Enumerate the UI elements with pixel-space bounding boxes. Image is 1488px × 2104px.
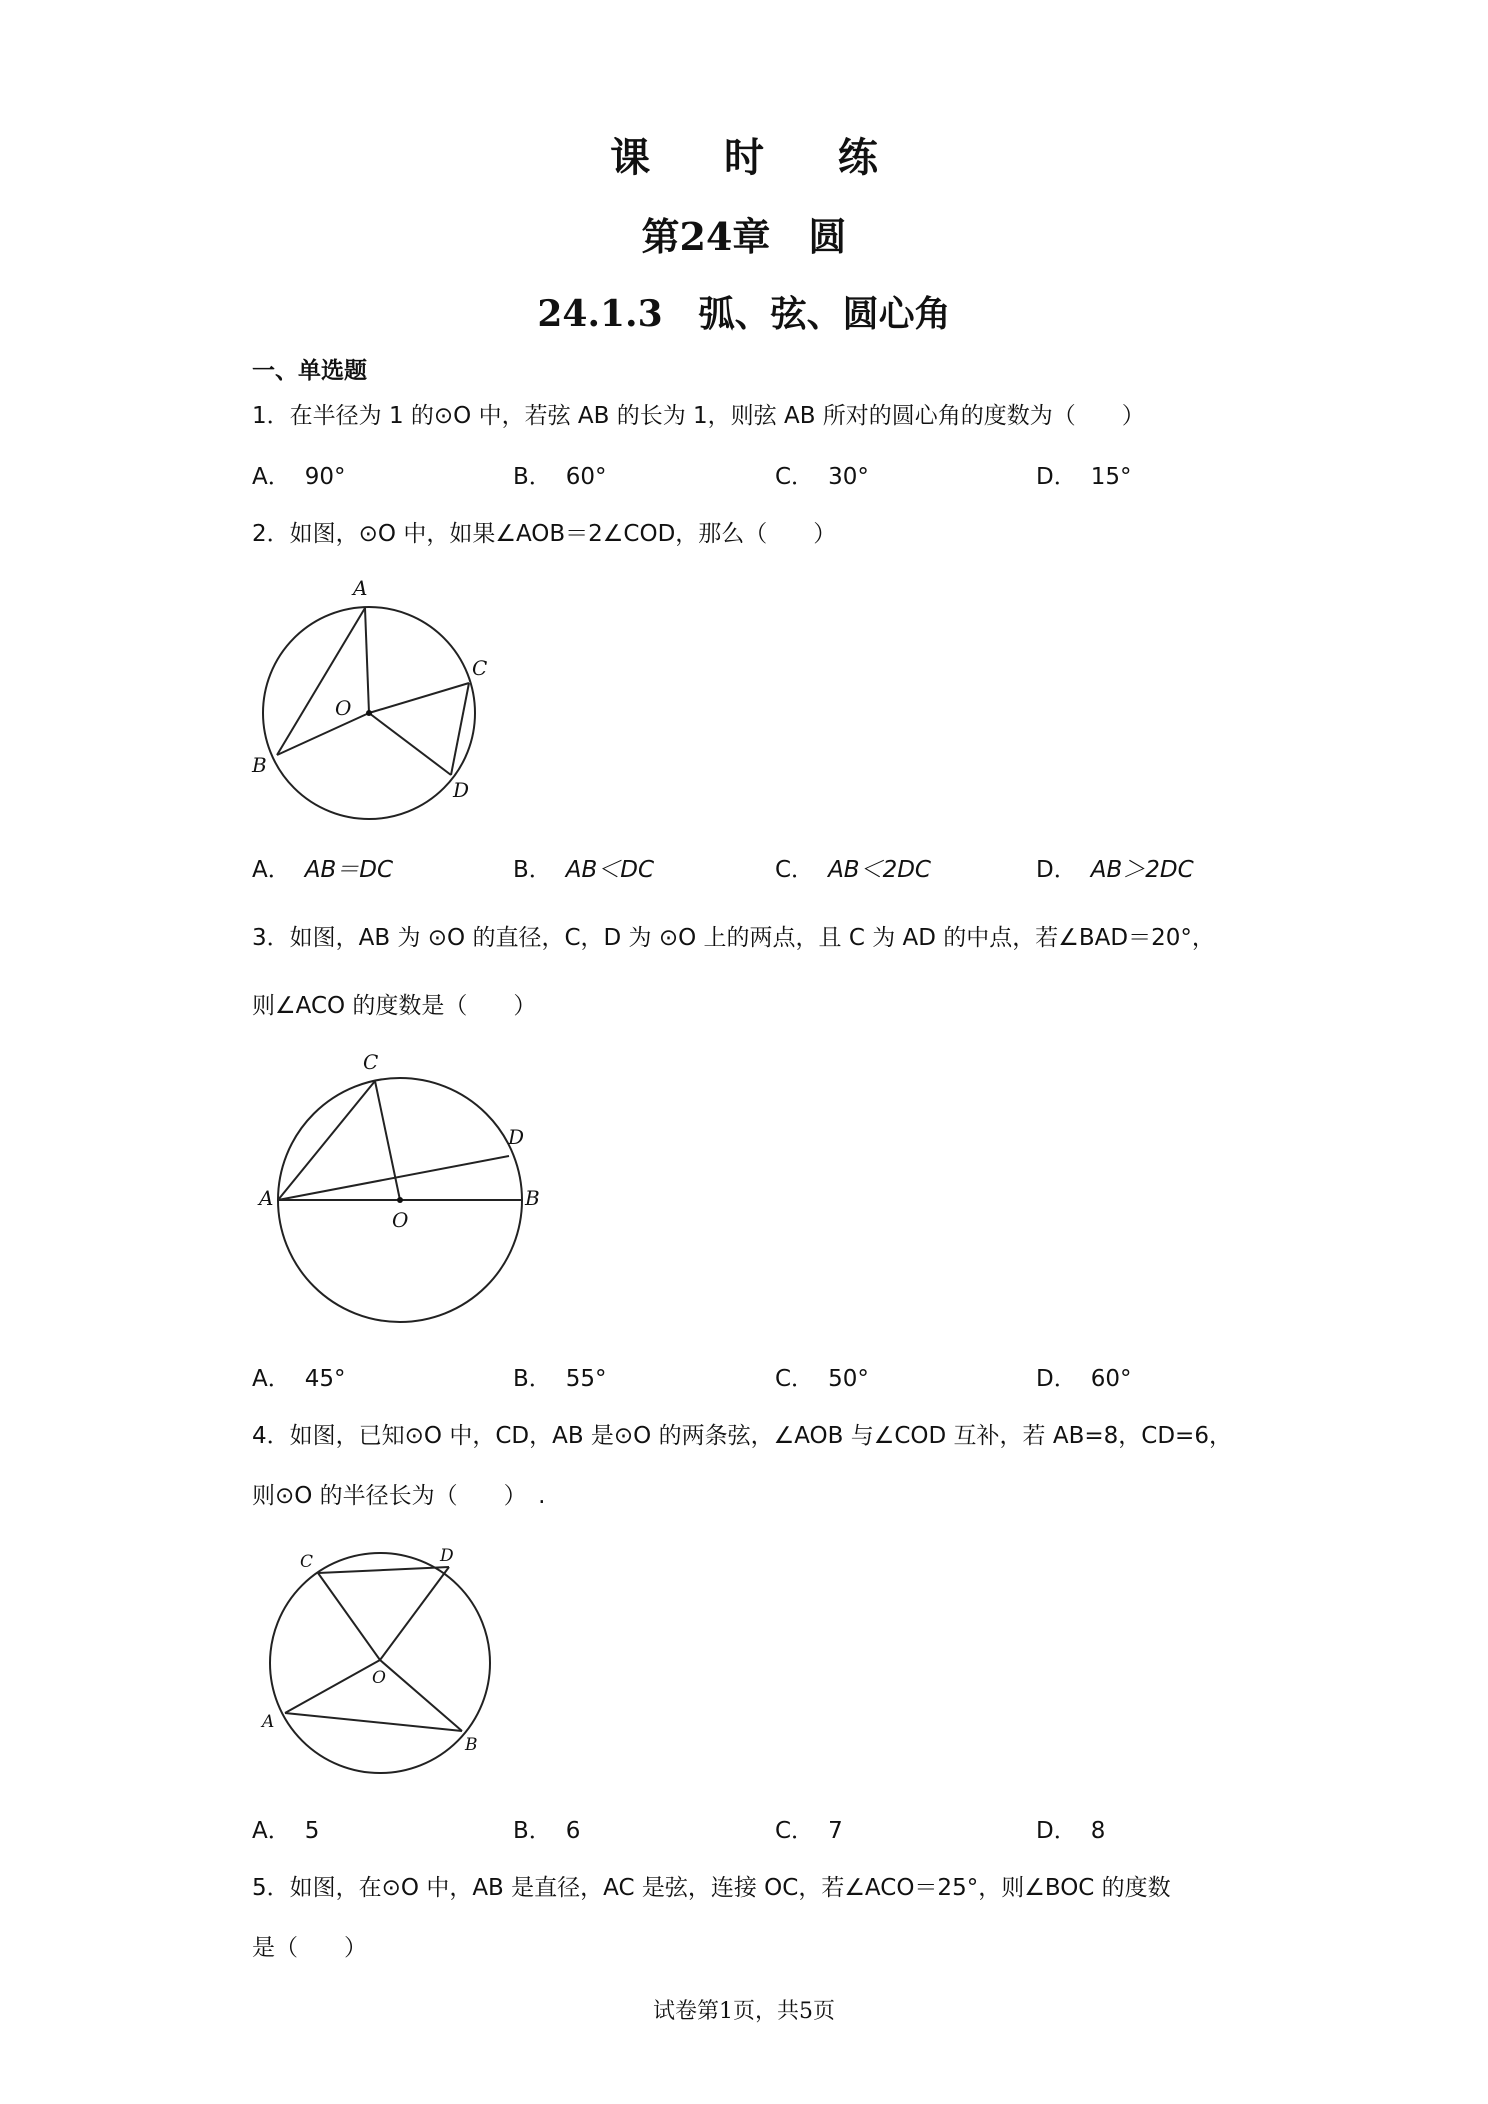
option-d [1036,458,1132,491]
radius-oa [365,608,369,713]
label-b: B [252,753,267,777]
option-b [513,1360,607,1393]
option-value: 60° [1090,1366,1132,1392]
chord-ab [285,1713,462,1731]
radius-oa [285,1660,380,1713]
question-2-text: 2．如图，⊙O 中，如果∠AOB＝2∠COD，那么（ ） [252,521,837,547]
question-1-text: 1．在半径为 1 的⊙O 中，若弦 AB 的长为 1，则弦 AB 所对的圆心角的度数为（ ） [252,403,1145,429]
question-4-line-2: 则⊙O 的半径长为（ ） . [252,1483,546,1509]
label-a: A [262,1712,275,1732]
circle [270,1553,490,1773]
option-value: 7 [828,1818,843,1844]
option-value: 5 [304,1818,320,1844]
option-d [1036,851,1194,884]
option-a [252,458,346,491]
radius-oc [318,1573,380,1660]
chord-cd [318,1567,449,1573]
option-value: 6 [565,1818,581,1844]
page-title: 课 时 练 [610,134,908,181]
question-2-figure [250,575,500,825]
question-4-figure [255,1545,515,1785]
radius-oc [375,1081,400,1200]
option-value: 8 [1090,1818,1106,1844]
question-4-line-1: 4．如图，已知⊙O 中，CD，AB 是⊙O 的两条弦，∠AOB 与∠COD 互补，若 AB=8，CD=6， [252,1423,1232,1449]
radius-od [369,713,451,775]
option-value: 15° [1090,464,1132,490]
option-letter: C． [775,1366,815,1392]
section-title: 24.1.3 弧、弦、圆心角 [537,293,951,335]
option-value: AB＝DC [304,857,394,883]
question-3-figure [255,1050,555,1335]
label-d: D [508,1125,525,1149]
chord-ad [278,1156,509,1200]
question-5-line-2: 是（ ） [252,1935,367,1961]
option-c [775,458,869,491]
label-c: C [472,656,488,680]
option-value: 60° [565,464,607,490]
label-d: D [453,778,470,802]
option-a [252,1360,346,1393]
chord-cd [451,683,469,775]
option-value: AB＜DC [565,857,655,883]
option-letter: D． [1036,464,1077,490]
option-c [775,1812,843,1845]
option-letter: D． [1036,1818,1077,1844]
option-c [775,851,931,884]
question-3-line-2: 则∠ACO 的度数是（ ） [252,993,537,1019]
option-value: 50° [828,1366,869,1392]
label-o: O [335,696,352,720]
radius-ob [277,713,369,755]
option-b [513,851,654,884]
label-d: D [440,1546,454,1566]
option-letter: D． [1036,857,1077,883]
section-label: 一、单选题 [252,358,367,384]
page-footer: 试卷第1页，共5页 [653,1999,835,2024]
option-letter: A． [252,1366,291,1392]
label-o: O [372,1668,386,1688]
option-value: 30° [828,464,869,490]
label-a: A [259,1186,274,1210]
option-a [252,1812,319,1845]
center-point [366,710,372,716]
option-value: AB＞2DC [1090,857,1194,883]
option-letter: A． [252,857,291,883]
option-value: 90° [304,464,346,490]
label-c: C [300,1552,314,1572]
label-c: C [363,1050,379,1074]
option-letter: B． [513,464,552,490]
chord-ab [277,608,365,755]
option-value: AB＜2DC [828,857,931,883]
option-c [775,1360,869,1393]
center-point [397,1197,403,1203]
label-b: B [525,1186,540,1210]
option-b [513,1812,580,1845]
label-o: O [392,1208,409,1232]
option-letter: B． [513,857,552,883]
radius-od [380,1567,449,1660]
option-letter: B． [513,1366,552,1392]
label-b: B [465,1735,478,1755]
option-letter: C． [775,857,815,883]
option-letter: A． [252,464,291,490]
question-3-line-1: 3．如图，AB 为 ⊙O 的直径，C，D 为 ⊙O 上的两点，且 C 为 AD 的中点，若∠BAD＝20°， [252,925,1215,951]
option-value: 45° [304,1366,346,1392]
option-a [252,851,393,884]
label-a: A [353,576,368,600]
option-letter: B． [513,1818,552,1844]
option-letter: A． [252,1818,291,1844]
option-b [513,458,607,491]
option-d [1036,1812,1105,1845]
chapter-title: 第24章 圆 [641,214,847,259]
option-letter: C． [775,1818,815,1844]
radius-oc [369,683,469,713]
option-letter: D． [1036,1366,1077,1392]
radius-ob [380,1660,462,1731]
option-letter: C． [775,464,815,490]
option-d [1036,1360,1132,1393]
option-value: 55° [565,1366,607,1392]
question-5-line-1: 5．如图，在⊙O 中，AB 是直径，AC 是弦，连接 OC，若∠ACO＝25°，则∠BOC 的度数 [252,1875,1171,1901]
